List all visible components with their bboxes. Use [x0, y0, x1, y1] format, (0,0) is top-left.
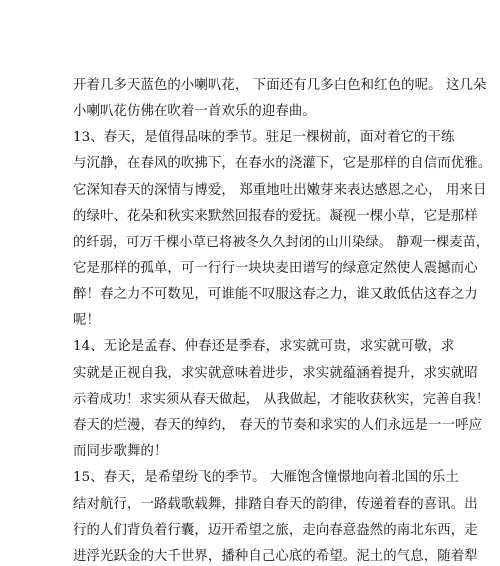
text-line: 醉！春之力不可数见，可谁能不叹服这春之力，谁又敢低估这春之力 [73, 287, 478, 302]
text-line: 而同步歌舞的！ [73, 444, 168, 459]
text-line: 实就是正视自我，求实就意味着进步，求实就蕴涵着提升，求实就昭 [73, 366, 478, 381]
text-line: 13、春天，是值得品味的季节。驻足一棵树前，面对着它的干练 [73, 130, 455, 145]
text-line: 的绿叶、花朵和秋实来默然回报春的爱抚。凝视一棵小草，它是那样 [73, 209, 478, 224]
text-line: 进浮光跃金的大千世界，播种自己心底的希望。泥土的气息，随着犁 [73, 549, 478, 564]
text-line: 行的人们背负着行囊，迈开希望之旅，走向春意盎然的南北东西，走 [73, 523, 478, 538]
text-line: 15、春天，是希望纷飞的季节。 大雁饱含憧憬地向着北国的乐土 [73, 470, 459, 485]
text-line: 它是那样的孤单，可一行行一块块麦田谱写的绿意定然使人震撼而心 [73, 261, 478, 276]
text-line: 呢！ [73, 313, 100, 328]
text-line: 与沉静，在春风的吹拂下，在春水的浇灌下，它是那样的自信而优雅。 [73, 156, 492, 171]
text-line: 它深知春天的深情与博爱， 郑重地吐出嫩芽来表达感恩之心， 用来日 [73, 183, 487, 198]
text-line: 小喇叭花仿佛在吹着一首欢乐的迎春曲。 [73, 104, 316, 119]
text-line: 春天的烂漫，春天的绰约， 春天的节奏和求实的人们永远是一一呼应 [73, 418, 483, 433]
text-line: 的纤弱，可万千棵小草已将被冬久久封闭的山川染绿。 静观一棵麦苗， [73, 235, 490, 250]
text-line: 结对航行，一路载歌载舞，排踏自春天的韵律，传递着春的喜讯。出 [73, 497, 478, 512]
text-line: 14、无论是孟春、仲春还是季春，求实就可贵，求实就可敬，求 [73, 339, 455, 354]
text-line: 开着几多天蓝色的小喇叭花， 下面还有几多白色和红色的呢。 这几朵 [73, 78, 487, 93]
text-line: 示着成功！求实须从春天做起， 从我做起，才能收获秋实，完善自我！ [73, 392, 490, 407]
